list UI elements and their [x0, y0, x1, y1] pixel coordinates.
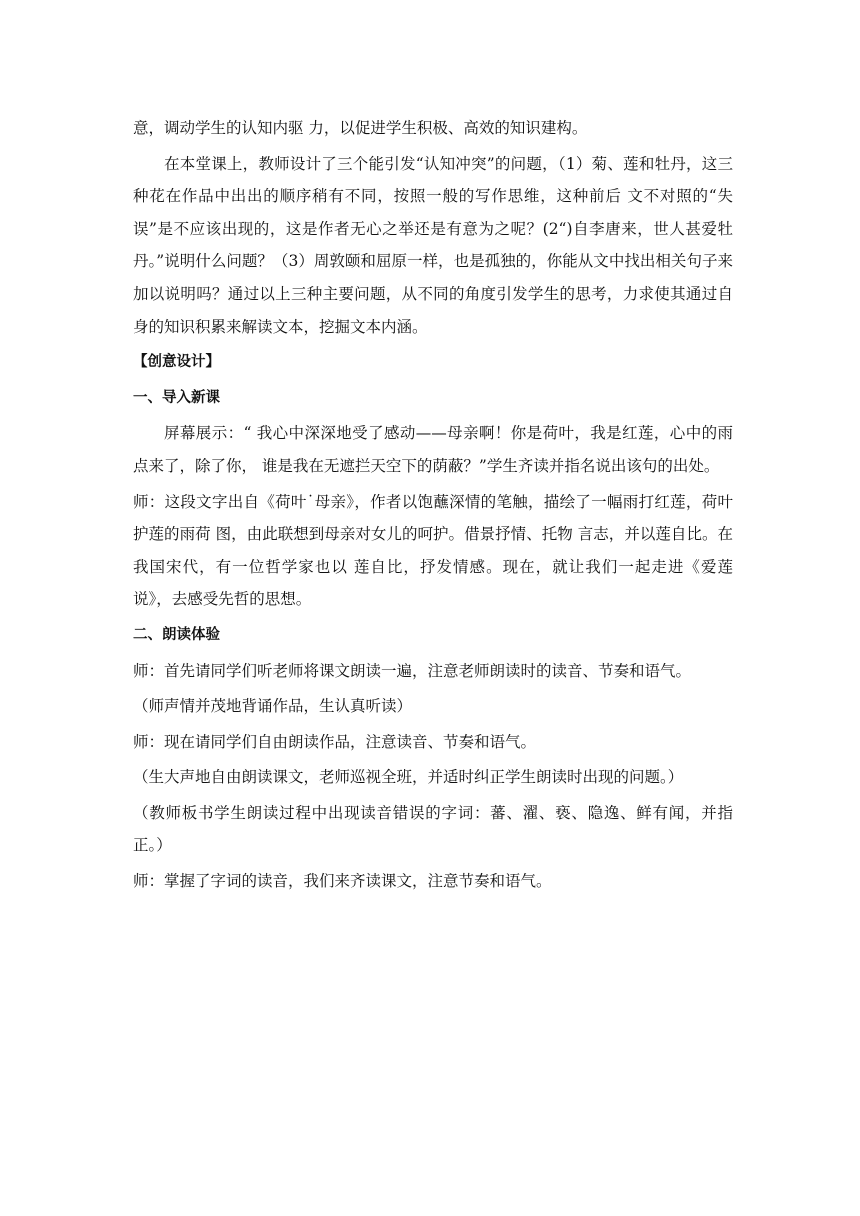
paragraph-teacher-read: 师：首先请同学们听老师将课文朗读一遍，注意老师朗读时的读音、节奏和语气。: [133, 661, 692, 680]
paragraph-teacher-recite: （师声情并茂地背诵作品，生认真听读）: [133, 697, 413, 716]
paragraph-students-read: （生大声地自由朗读课文，老师巡视全班，并适时纠正学生朗读时出现的问题。）: [133, 768, 684, 787]
paragraph-board-writing: （教师板书学生朗读过程中出现读音错误的字词：蕃、濯、亵、隐逸、鲜有闻，并指正。）: [133, 803, 733, 855]
paragraph-screen-display: 屏幕展示：“ 我心中深深地受了感动——母亲啊！你是荷叶，我是红莲，心中的雨点来了，除了你， 谁是我在无遮拦天空下的荫蔽？”学生齐读并指名说出该句的出处。: [133, 424, 733, 475]
paragraph-cognitive-conflict: 在本堂课上，教师设计了三个能引发“认知冲突”的问题，（1）菊、莲和牡丹，这三种花在作品中出出的顺序稍有不同，按照一般的写作思维，这种前后 文不对照的“失误”是不应该出现的，这是作者无心之举还是有意为之呢？(2“)自李唐来，世人甚爱牡丹。”说明什么问题？（3）周敦颐和屈原一样，也是孤独的，你能从文中找出相关句子来加以说明吗？通过以上三种主要问题，从不同的角度引发学生的思考，力求使其通过自身的知识积累来解读文本，挖掘文本内涵。: [133, 154, 733, 336]
heading-creative-design: 【创意设计】: [133, 354, 220, 371]
heading-section-reading: 二、朗读体验: [133, 626, 220, 643]
document-page: [133, 112, 733, 901]
heading-section-introduction: 一、导入新课: [133, 389, 220, 406]
paragraph-teacher-intro: 师：这段文字出自《荷叶˙母亲》，作者以饱蘸深情的笔触，描绘了一幅雨打红莲，荷叶护莲的雨荷 图，由此联想到母亲对女儿的呵护。借景抒情、托物 言志，并以莲自比。在我国宋代，有一位哲学家也以 莲自比，抒发情感。现在，就让我们一起走进《爱莲说》，去感受先哲的思想。: [133, 492, 733, 609]
paragraph-free-reading: 师：现在请同学们自由朗读作品，注意读音、节奏和语气。: [133, 732, 537, 751]
paragraph-read-together: 师：掌握了字词的读音，我们来齐读课文，注意节奏和语气。: [133, 872, 552, 891]
paragraph-intro-continuation: 意，调动学生的认知内驱 力，以促进学生积极、高效的知识建构。: [133, 119, 588, 137]
